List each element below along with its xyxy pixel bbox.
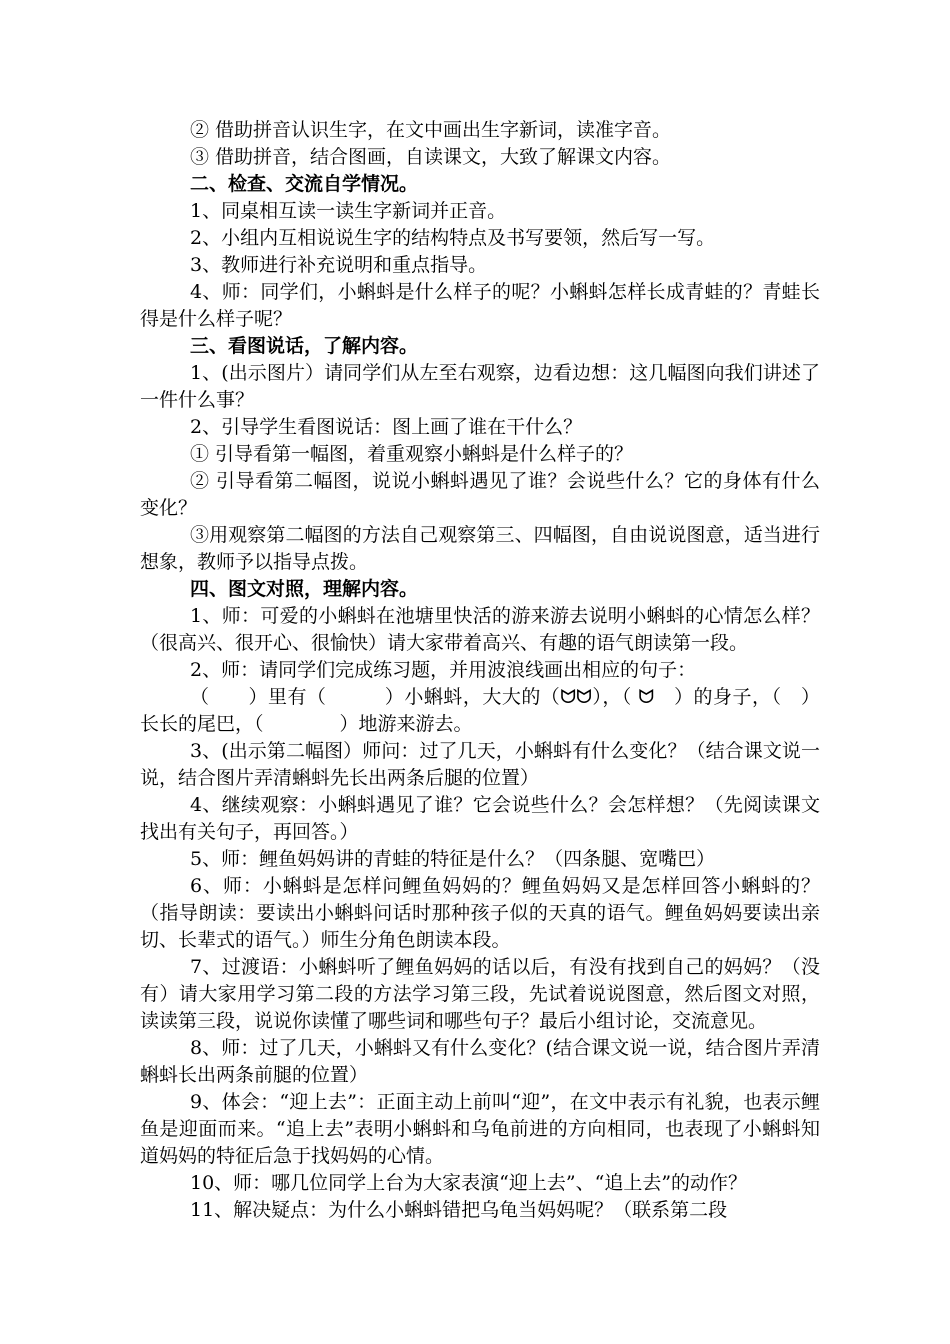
paragraph: 1、师：可爱的小蝌蚪在池塘里快活的游来游去说明小蝌蚪的心情怎么样？（很高兴、很开心、很愉快）请大家带着高兴、有趣的语气朗读第一段。	[140, 605, 820, 654]
paragraph: 2、引导学生看图说话：图上画了谁在干什么？	[190, 416, 583, 438]
paragraph: 10、师：哪几位同学上台为大家表演“迎上去”、“追上去”的动作？	[190, 1172, 748, 1194]
paragraph: 2、小组内互相说说生字的结构特点及书写要领，然后写一写。	[190, 227, 716, 249]
paragraph: 5、师：鲤鱼妈妈讲的青蛙的特征是什么？（四条腿、宽嘴巴）	[190, 848, 716, 870]
paragraph: ③ 借助拼音，结合图画，自读课文，大致了解课文内容。	[190, 146, 672, 168]
paragraph: 3、教师进行补充说明和重点指导。	[190, 254, 488, 276]
paragraph: ② 借助拼音认识生字，在文中画出生字新词，读准字音。	[190, 119, 672, 141]
paragraph: ① 引导看第一幅图，着重观察小蝌蚪是什么样子的？	[190, 443, 634, 465]
document-page	[140, 117, 820, 1224]
paragraph: （ ）里有（ ）小蝌蚪，大大的（ᗢᗢ），（ ᗢ ）的身子，（ ）长长的尾巴，（ ）地游来游去。	[140, 686, 820, 735]
paragraph: 8、师：过了几天，小蝌蚪又有什么变化？(结合课文说一说，结合图片弄清蝌蚪长出两条前腿的位置）	[140, 1037, 820, 1086]
paragraph: 1、同桌相互读一读生字新词并正音。	[190, 200, 507, 222]
paragraph: 11、解决疑点：为什么小蝌蚪错把乌龟当妈妈呢？（联系第二段	[190, 1199, 728, 1221]
paragraph: 2、师：请同学们完成练习题，并用波浪线画出相应的句子：	[190, 659, 697, 681]
paragraph: 9、体会：“迎上去”：正面主动上前叫“迎”，在文中表示有礼貌，也表示鲤鱼是迎面而来。“追上去”表明小蝌蚪和乌龟前进的方向相同，也表现了小蝌蚪知道妈妈的特征后急于找妈妈的心情。	[140, 1091, 820, 1167]
section-heading: 三、看图说话，了解内容。	[190, 335, 419, 357]
paragraph: 4、继续观察：小蝌蚪遇见了谁？它会说些什么？会怎样想？（先阅读课文找出有关句子，再回答。）	[140, 794, 820, 843]
section-heading: 二、检查、交流自学情况。	[190, 173, 419, 195]
paragraph: 7、过渡语：小蝌蚪听了鲤鱼妈妈的话以后，有没有找到自己的妈妈？（没有）请大家用学习第二段的方法学习第三段，先试着说说图意，然后图文对照，读读第三段，说说你读懂了哪些词和哪些句子？最后小组讨论，交流意见。	[140, 956, 820, 1032]
section-heading: 四、图文对照，理解内容。	[190, 578, 419, 600]
paragraph: ③用观察第二幅图的方法自己观察第三、四幅图，自由说说图意，适当进行想象，教师予以指导点拨。	[140, 524, 820, 573]
paragraph: 3、(出示第二幅图）师问：过了几天，小蝌蚪有什么变化？（结合课文说一说，结合图片弄清蝌蚪先长出两条后腿的位置）	[140, 740, 820, 789]
paragraph: 1、(出示图片）请同学们从左至右观察，边看边想：这几幅图向我们讲述了一件什么事？	[140, 362, 820, 411]
paragraph: 4、师：同学们，小蝌蚪是什么样子的呢？小蝌蚪怎样长成青蛙的？青蛙长得是什么样子呢？	[140, 281, 820, 330]
paragraph: 6、师：小蝌蚪是怎样问鲤鱼妈妈的？鲤鱼妈妈又是怎样回答小蝌蚪的？（指导朗读：要读出小蝌蚪问话时那种孩子似的天真的语气。鲤鱼妈妈要读出亲切、长辈式的语气。）师生分角色朗读本段。	[140, 875, 820, 951]
paragraph: ② 引导看第二幅图，说说小蝌蚪遇见了谁？会说些什么？它的身体有什么变化？	[140, 470, 820, 519]
